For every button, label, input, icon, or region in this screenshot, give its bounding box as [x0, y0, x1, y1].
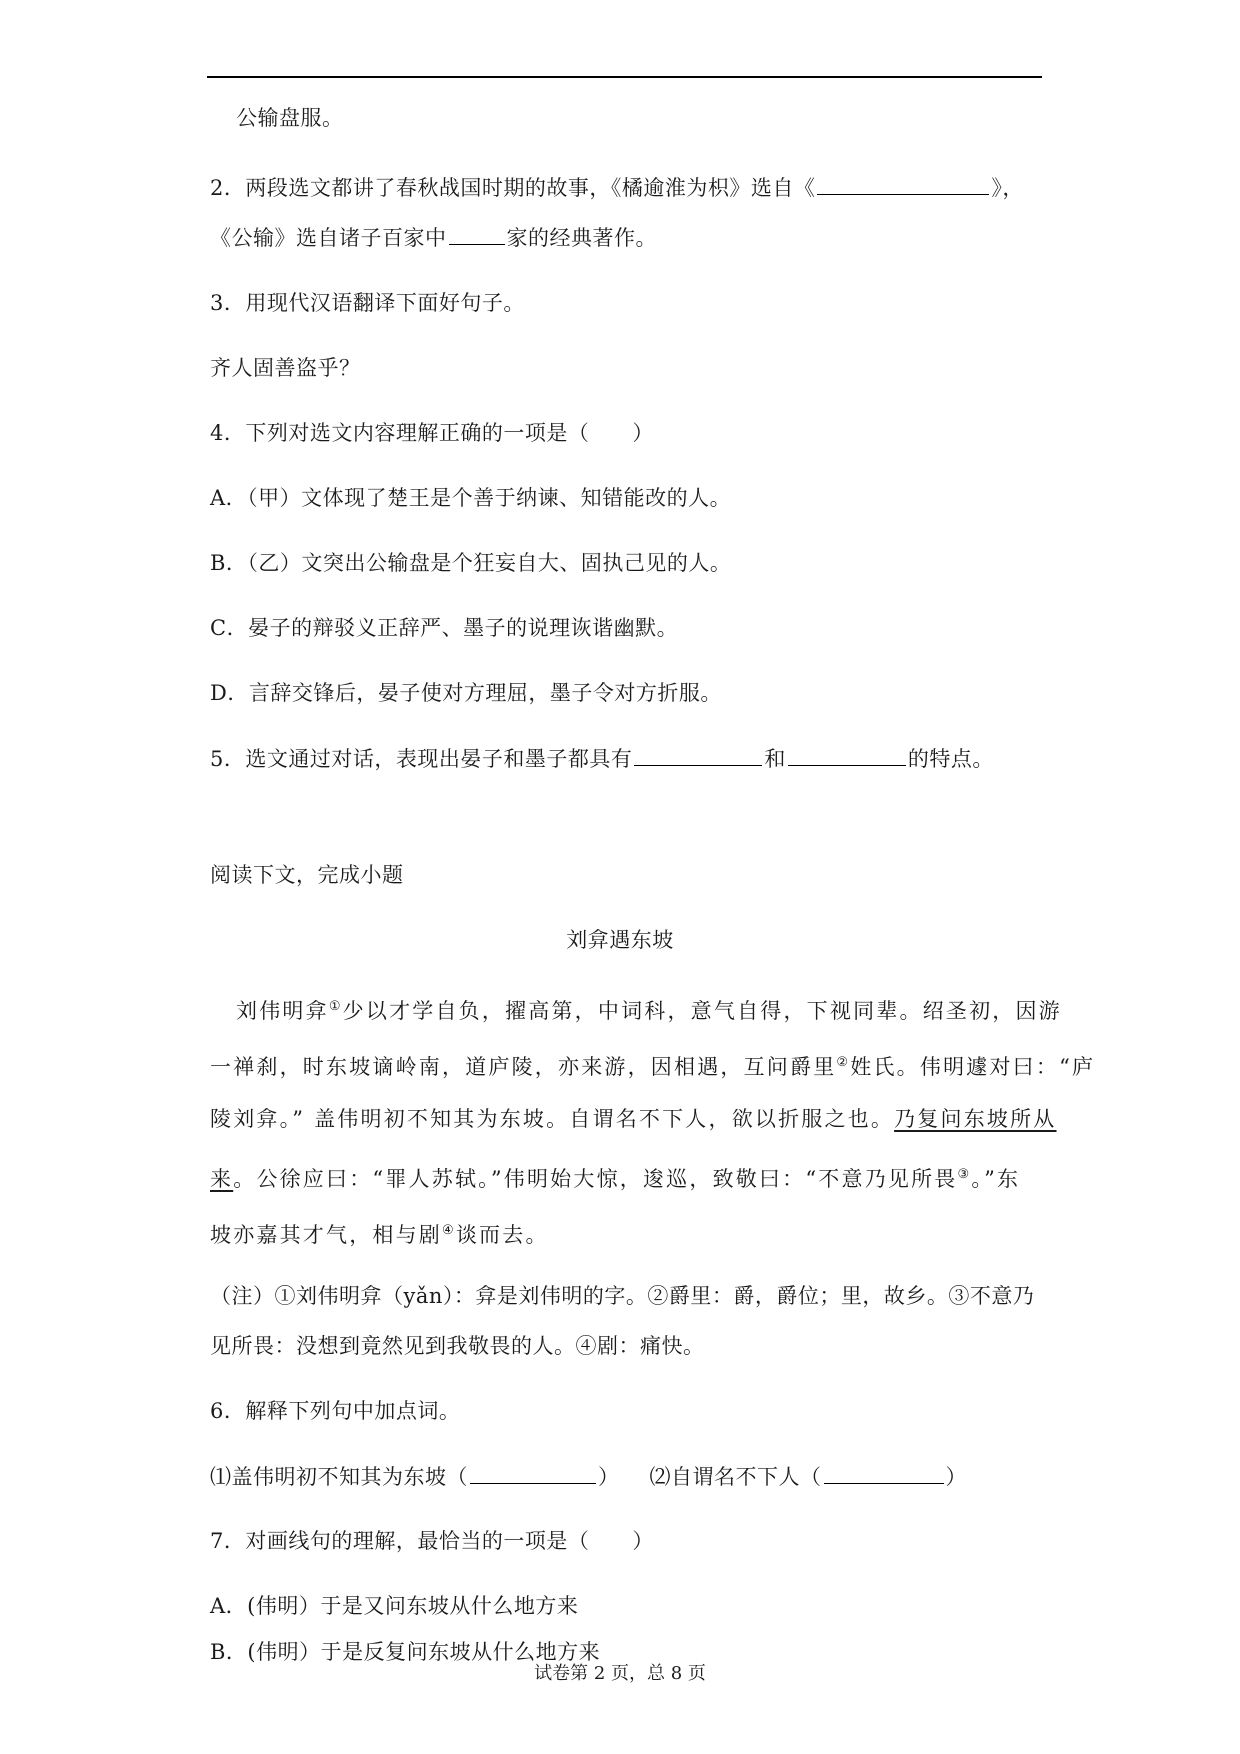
underlined-sentence: 乃复问东坡所从: [894, 1107, 1057, 1131]
question-2-text-2-end: 家的经典著作。: [506, 226, 657, 250]
question-7: 7．对画线句的理解，最恰当的一项是（ ）: [210, 1529, 654, 1553]
page-footer: 试卷第 2 页，总 8 页: [534, 1663, 706, 1684]
annotation-line-1: （注）①刘伟明弇（yǎn）：弇是刘伟明的字。②爵里：爵，爵位；里，故乡。③不意乃: [210, 1284, 1035, 1308]
passage-title: 刘弇遇东坡: [566, 928, 674, 952]
answer-blank-book[interactable]: [817, 172, 989, 195]
question-6-item-2: ⑵自谓名不下人（: [649, 1465, 822, 1489]
question-3-sentence: 齐人固善盗乎？: [210, 356, 361, 380]
question-6: 6．解释下列句中加点词。: [210, 1399, 461, 1423]
header-rule: [207, 76, 1042, 78]
question-5-text: 5．选文通过对话，表现出晏子和墨子都具有: [210, 747, 633, 771]
question-2-text: 2．两段选文都讲了春秋战国时期的故事，《橘逾淮为枳》选自《: [210, 176, 816, 200]
question-2-line-1: [210, 172, 1024, 203]
question-3: 3．用现代汉语翻译下面好句子。: [210, 291, 525, 315]
question-6-item-2-end: ）: [945, 1465, 967, 1489]
text-line-continuation: 公输盘服。: [236, 106, 344, 130]
option-7b: B．(伟明）于是反复问东坡从什么地方来: [210, 1640, 601, 1664]
passage-line-4: [210, 1160, 1020, 1194]
passage-text: 刘伟明弇: [236, 999, 329, 1023]
option-4b: B．（乙）文突出公输盘是个狂妄自大、固执己见的人。: [210, 551, 732, 575]
passage-text: 。”东: [971, 1167, 1021, 1191]
option-7a: A．(伟明）于是又问东坡从什么地方来: [210, 1594, 579, 1618]
answer-blank-school[interactable]: [449, 222, 505, 245]
question-5: [210, 743, 994, 774]
underlined-sentence-end: 来: [210, 1167, 234, 1191]
question-6-items: [210, 1461, 967, 1492]
passage-line-1: [236, 992, 1062, 1026]
option-4d: D．言辞交锋后，晏子使对方理屈，墨子令对方折服。: [210, 681, 722, 705]
option-4a: A．（甲）文体现了楚王是个善于纳谏、知错能改的人。: [210, 486, 732, 510]
answer-blank-5b[interactable]: [788, 743, 906, 766]
note-mark-2: ②: [836, 1055, 851, 1070]
question-4: 4．下列对选文内容理解正确的一项是（ ）: [210, 421, 654, 445]
passage-text: 。公徐应曰：“罪人苏轼。”伟明始大惊，逡巡，致敬曰：“不意乃见所畏: [233, 1167, 958, 1191]
question-2-line-2: [210, 222, 657, 253]
passage-text: 少以才学自负，擢高第，中词科，意气自得，下视同辈。绍圣初，因游: [342, 999, 1062, 1023]
answer-blank-5a[interactable]: [634, 743, 762, 766]
note-mark-3: ③: [957, 1167, 972, 1182]
reading-instruction: 阅读下文，完成小题: [210, 863, 404, 887]
question-5-text-end: 的特点。: [907, 747, 994, 771]
passage-text: 姓氏。伟明遽对曰：“庐: [850, 1055, 1096, 1079]
note-mark-4: ④: [442, 1223, 456, 1238]
passage-text: 一禅刹，时东坡谪岭南，道庐陵，亦来游，因相遇，互问爵里: [210, 1055, 837, 1079]
passage-line-5: [210, 1216, 549, 1250]
question-6-item-1-end: ）: [598, 1465, 620, 1489]
answer-blank-6-2[interactable]: [824, 1461, 944, 1484]
question-2-text-2: 《公输》选自诸子百家中: [210, 226, 447, 250]
question-2-text-end: 》，: [991, 176, 1024, 200]
answer-blank-6-1[interactable]: [470, 1461, 596, 1484]
passage-text: 谈而去。: [455, 1223, 549, 1247]
annotation-line-2: 见所畏：没想到竟然见到我敬畏的人。④剧：痛快。: [210, 1334, 705, 1358]
passage-text: 坡亦嘉其才气，相与剧: [210, 1223, 442, 1247]
question-5-and: 和: [764, 747, 786, 771]
note-mark-1: ①: [328, 999, 343, 1014]
passage-line-3: [210, 1104, 1057, 1134]
passage-text: 陵刘弇。” 盖伟明初不知其为东坡。自谓名不下人，欲以折服之也。: [210, 1107, 895, 1131]
option-4c: C．晏子的辩驳义正辞严、墨子的说理诙谐幽默。: [210, 616, 679, 640]
question-6-item-1: ⑴盖伟明初不知其为东坡（: [210, 1465, 468, 1489]
passage-line-2: [210, 1048, 1095, 1082]
